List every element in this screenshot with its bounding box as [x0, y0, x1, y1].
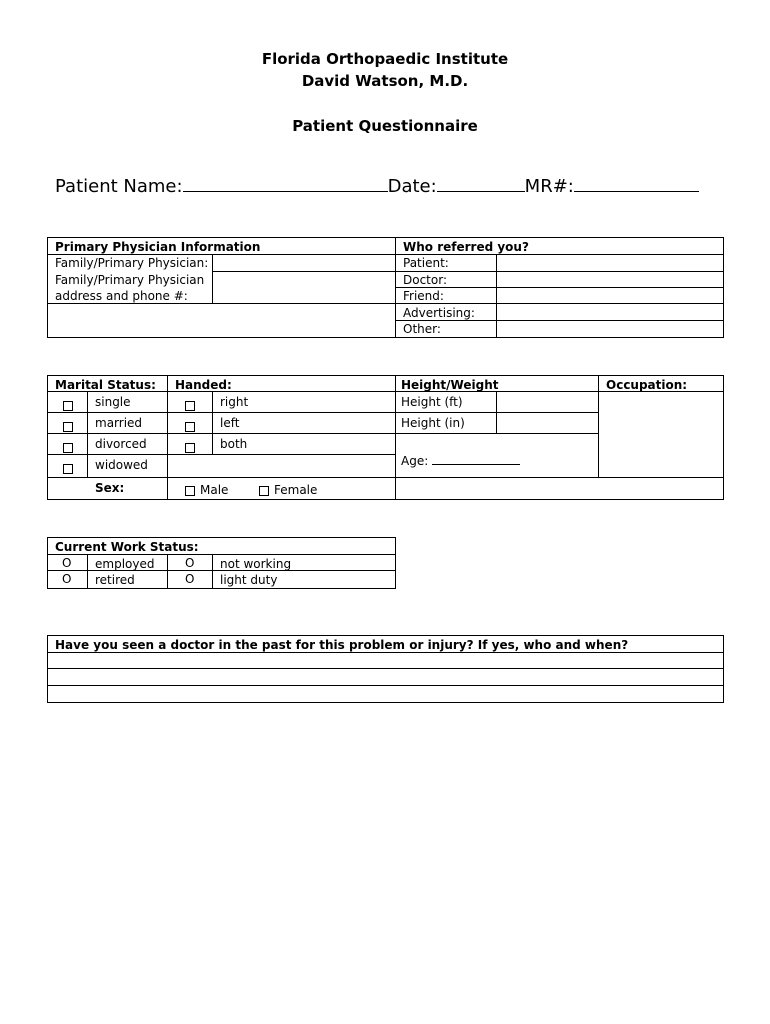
marital-married-checkbox[interactable] — [63, 422, 73, 432]
marital-widowed-checkbox[interactable] — [63, 464, 73, 474]
referral-patient-field[interactable] — [497, 255, 722, 271]
referral-other-field[interactable] — [497, 321, 722, 336]
referral-advertising-label: Advertising: — [403, 306, 475, 320]
work-light-duty-radio[interactable]: O — [185, 572, 195, 586]
date-label: Date: — [387, 176, 437, 197]
handed-left-label: left — [220, 416, 240, 430]
occupation-field[interactable] — [599, 392, 722, 477]
height-ft-field[interactable] — [497, 392, 598, 412]
handed-both-label: both — [220, 437, 248, 451]
referral-doctor-field[interactable] — [497, 272, 722, 287]
height-ft-label: Height (ft) — [401, 395, 463, 409]
physician-address-label-1: Family/Primary Physician — [55, 273, 205, 287]
physician-heading: Primary Physician Information — [55, 240, 261, 254]
work-employed-radio[interactable]: O — [62, 556, 72, 570]
occupation-heading: Occupation: — [606, 378, 688, 392]
physician-extra-field[interactable] — [48, 304, 395, 336]
work-light-duty-label: light duty — [220, 573, 278, 587]
sex-male-label: Male — [200, 483, 229, 497]
referral-friend-label: Friend: — [403, 289, 444, 303]
date-field[interactable] — [437, 177, 525, 192]
age-row — [401, 454, 520, 468]
mr-field[interactable] — [574, 177, 699, 192]
patient-name-label: Patient Name: — [55, 176, 183, 197]
sex-male-checkbox[interactable] — [185, 486, 195, 496]
sex-female-label: Female — [274, 483, 318, 497]
work-retired-radio[interactable]: O — [62, 572, 72, 586]
past-doctor-answer-line-1[interactable] — [48, 653, 722, 668]
work-status-heading: Current Work Status: — [55, 540, 199, 554]
form-title: Patient Questionnaire — [292, 117, 478, 135]
marital-married-label: married — [95, 416, 143, 430]
age-label: Age: — [401, 454, 429, 468]
referral-patient-label: Patient: — [403, 256, 449, 270]
institute-name: Florida Orthopaedic Institute — [261, 50, 509, 68]
handed-right-label: right — [220, 395, 249, 409]
marital-widowed-label: widowed — [95, 458, 148, 472]
family-physician-label: Family/Primary Physician: — [55, 256, 209, 270]
work-employed-label: employed — [95, 557, 155, 571]
referral-advertising-field[interactable] — [497, 304, 722, 320]
height-in-field[interactable] — [497, 413, 598, 433]
family-physician-field[interactable] — [213, 255, 395, 271]
mr-label: MR#: — [524, 176, 574, 197]
referral-doctor-label: Doctor: — [403, 273, 447, 287]
marital-heading: Marital Status: — [55, 378, 156, 392]
age-field[interactable] — [432, 454, 520, 465]
past-doctor-answer-line-3[interactable] — [48, 686, 722, 701]
height-in-label: Height (in) — [401, 416, 465, 430]
patient-info-line — [55, 176, 699, 197]
physician-address-label-2: address and phone #: — [55, 289, 188, 303]
doctor-name: David Watson, M.D. — [301, 72, 469, 90]
marital-divorced-checkbox[interactable] — [63, 443, 73, 453]
past-doctor-answer-line-2[interactable] — [48, 669, 722, 685]
handed-right-checkbox[interactable] — [185, 401, 195, 411]
handed-heading: Handed: — [175, 378, 232, 392]
work-not-working-label: not working — [220, 557, 292, 571]
handed-left-checkbox[interactable] — [185, 422, 195, 432]
marital-single-checkbox[interactable] — [63, 401, 73, 411]
marital-single-label: single — [95, 395, 131, 409]
referral-friend-field[interactable] — [497, 288, 722, 303]
referral-heading: Who referred you? — [403, 240, 529, 254]
patient-name-field[interactable] — [183, 177, 388, 192]
height-weight-heading: Height/Weight — [401, 378, 499, 392]
work-not-working-radio[interactable]: O — [185, 556, 195, 570]
work-retired-label: retired — [95, 573, 135, 587]
physician-address-field[interactable] — [213, 272, 395, 303]
sex-label: Sex: — [95, 481, 125, 495]
referral-other-label: Other: — [403, 322, 441, 336]
sex-female-checkbox[interactable] — [259, 486, 269, 496]
past-doctor-question: Have you seen a doctor in the past for this problem or injury? If yes, who and when? — [55, 638, 629, 652]
handed-both-checkbox[interactable] — [185, 443, 195, 453]
marital-divorced-label: divorced — [95, 437, 147, 451]
